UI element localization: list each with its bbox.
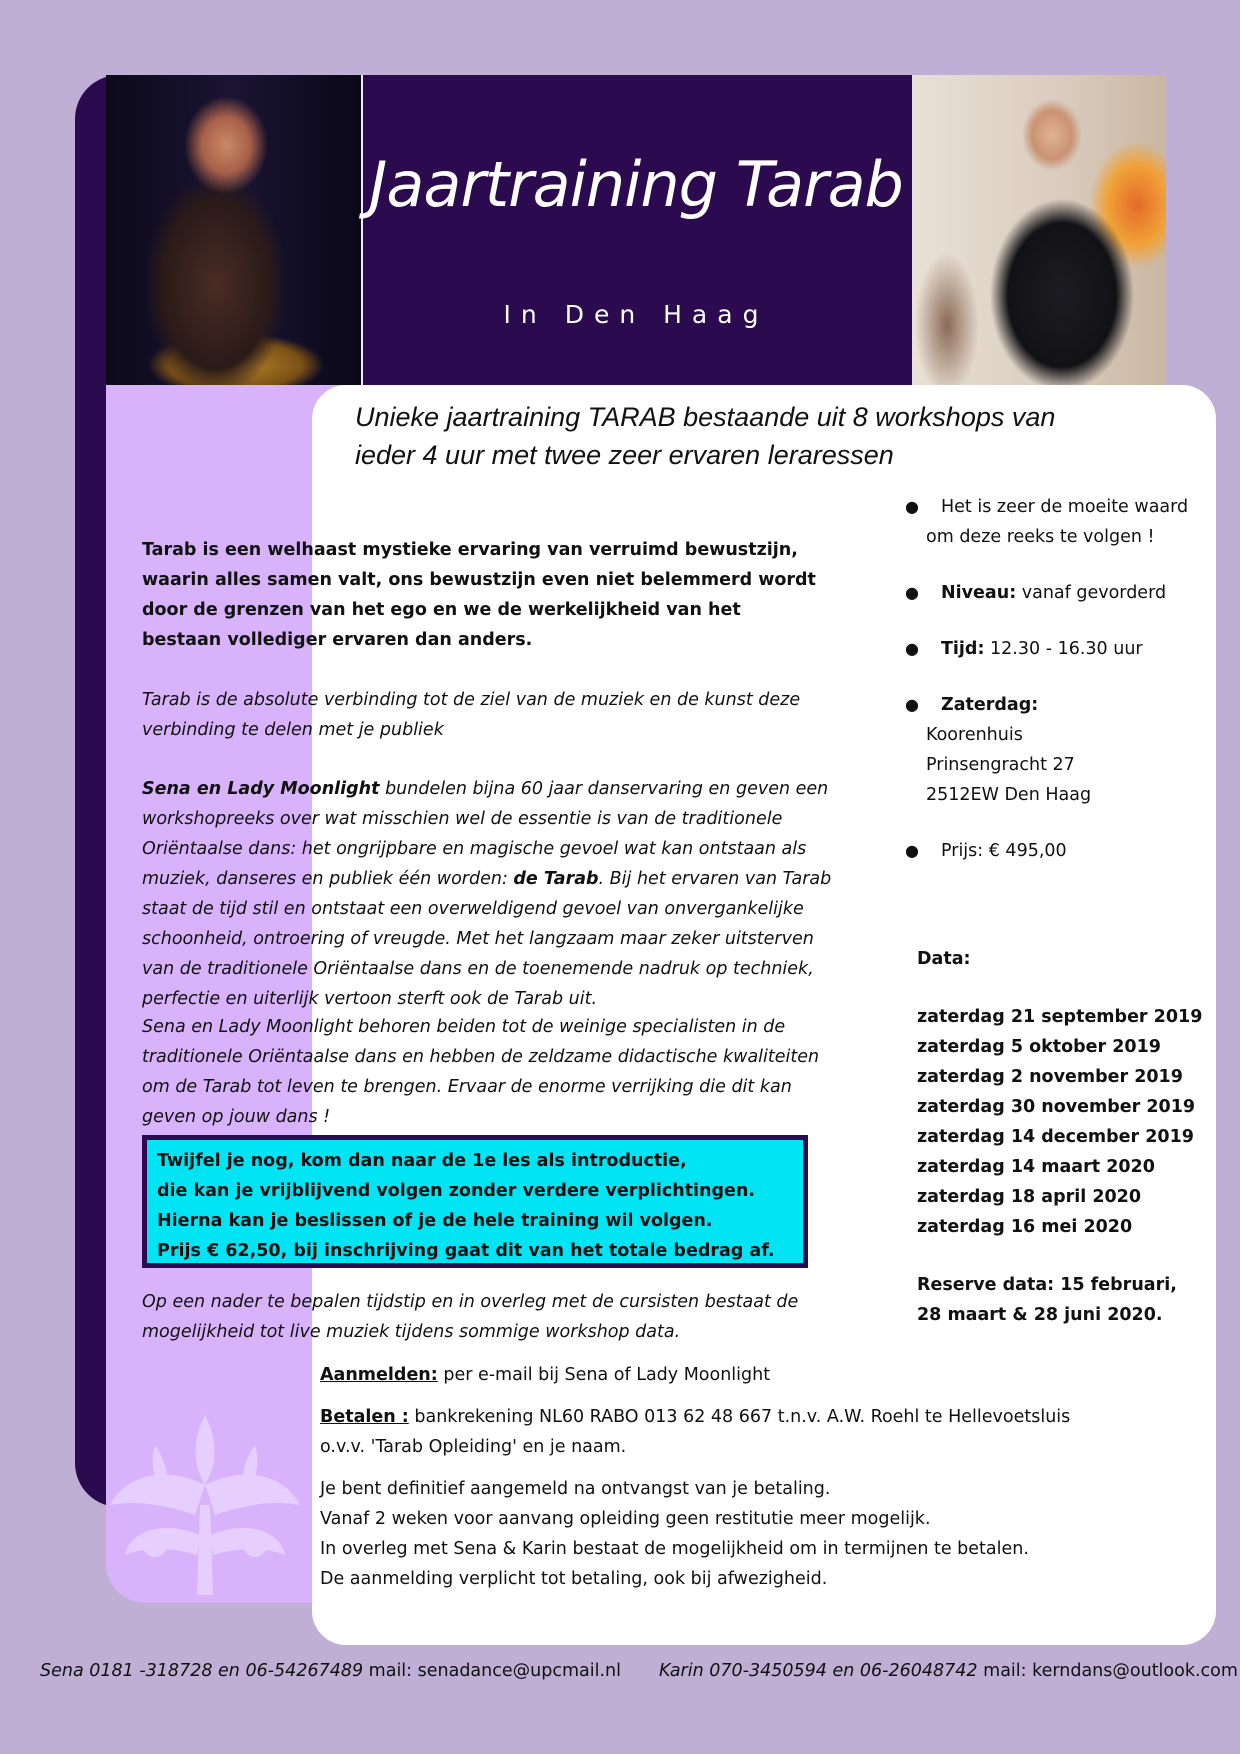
intro-box-line: die kan je vrijblijvend volgen zonder verdere verplichtingen. (157, 1181, 755, 1201)
bullet-icon: ● (905, 639, 919, 658)
intro-box-line: Twijfel je nog, kom dan naar de 1e les als introductie, (157, 1151, 687, 1171)
date-item: zaterdag 5 oktober 2019 (917, 1037, 1161, 1057)
paragraph-text: bundelen bijna 60 jaar danservaring en geven een workshopreeks over wat misschien wel de essentie is van de traditionele Oriëntaalse dans: het ongrijpbare en magische gevoel wat kan ontstaan als muziek, danseres en publiek één worden: (142, 779, 829, 889)
teachers-names: Sena en Lady Moonlight (142, 779, 380, 799)
contact-footer (40, 1661, 1238, 1681)
date-item: zaterdag 16 mei 2020 (917, 1217, 1133, 1237)
bullet-icon: ● (905, 497, 919, 516)
venue-street: Prinsengracht 27 (926, 755, 1075, 775)
intro-paragraph: Tarab is een welhaast mystieke ervaring van verruimd bewustzijn, waarin alles samen valt, ons bewustzijn even niet belemmerd wordt door de grenzen van het ego en we de werkelijkheid van het bestaan vollediger ervaren dan anders. (142, 540, 816, 650)
info-item-location: ● Zaterdag: Koorenhuis Prinsengracht 27 2512EW Den Haag (905, 690, 1205, 810)
intro-box-line: Prijs € 62,50, bij inschrijving gaat dit van het totale bedrag af. (157, 1241, 775, 1261)
paragraph-text: . Bij het ervaren van Tarab staat de tijd stil en ontstaat een overweldigend gevoel van onvergankelijke schoonheid, ontroering of vreugde. Met het langzaam maar zeker uitsterven van de traditionele Oriëntaalse dans en de toenemende nadruk op techniek, perfectie en uiterlijk vertoon sterft ook de Tarab uit. (142, 869, 832, 1009)
info-item-tijd: ● Tijd: 12.30 - 16.30 uur (905, 634, 1205, 664)
photo-dancer-right (912, 75, 1166, 385)
headline-line: Unieke jaartraining TARAB bestaande uit 8 workshops van (355, 402, 1056, 432)
sena-phone: Sena 0181 -318728 en 06-54267489 (40, 1661, 364, 1681)
reserve-dates: Reserve data: 15 februari, 28 maart & 28 juni 2020. (917, 1275, 1177, 1325)
bullet-icon: ● (905, 583, 919, 602)
venue-city: 2512EW Den Haag (926, 785, 1092, 805)
venue-name: Koorenhuis (926, 725, 1023, 745)
date-item: zaterdag 30 november 2019 (917, 1097, 1196, 1117)
registration-section (320, 1360, 1200, 1606)
terms-notes (320, 1474, 1200, 1594)
teachers-paragraph (142, 774, 832, 1014)
terms-note: Je bent definitief aangemeld na ontvangst van je betaling. (320, 1479, 831, 1499)
info-item-worth: ● Het is zeer de moeite waard om deze reeks te volgen ! (905, 492, 1205, 552)
dates-heading: Data: (917, 949, 971, 969)
terms-note: In overleg met Sena & Karin bestaat de mogelijkheid om in termijnen te betalen. (320, 1539, 1029, 1559)
karin-email[interactable]: mail: kerndans@outlook.com (977, 1661, 1238, 1681)
info-list (905, 492, 1205, 892)
terms-note: Vanaf 2 weken voor aanvang opleiding geen restitutie meer mogelijk. (320, 1509, 931, 1529)
floral-ornament-icon (95, 1405, 315, 1595)
aanmelden-line: Aanmelden: per e-mail bij Sena of Lady Moonlight (320, 1365, 771, 1385)
date-item: zaterdag 18 april 2020 (917, 1187, 1142, 1207)
betalen-line: Betalen : bankrekening NL60 RABO 013 62 48 667 t.n.v. A.W. Roehl te Hellevoetsluis o.v.v. 'Tarab Opleiding' en je naam. (320, 1407, 1071, 1457)
headline-line: ieder 4 uur met twee zeer ervaren leraressen (355, 440, 894, 470)
date-item: zaterdag 2 november 2019 (917, 1067, 1183, 1087)
live-music-paragraph: Op een nader te bepalen tijdstip en in overleg met de cursisten bestaat de mogelijkheid tot live muziek tijdens sommige workshop data. (142, 1292, 799, 1342)
date-item: zaterdag 21 september 2019 (917, 1007, 1203, 1027)
date-item: zaterdag 14 maart 2020 (917, 1157, 1155, 1177)
tarab-paragraph: Tarab is de absolute verbinding tot de ziel van de muziek en de kunst deze verbinding te delen met je publiek (142, 690, 801, 740)
bullet-icon: ● (905, 841, 919, 860)
info-item-niveau: ● Niveau: vanaf gevorderd (905, 578, 1205, 608)
introduction-box (142, 1135, 808, 1268)
bullet-icon: ● (905, 695, 919, 714)
specialists-paragraph: Sena en Lady Moonlight behoren beiden tot de weinige specialisten in de traditionele Oriëntaalse dans en hebben de zeldzame didactische kwaliteiten om de Tarab tot leven te brengen. Ervaar de enorme verrijking die dit kan geven op jouw dans ! (142, 1017, 820, 1127)
info-item-prijs: ● Prijs: € 495,00 (905, 836, 1205, 866)
intro-box-line: Hierna kan je beslissen of je de hele training wil volgen. (157, 1211, 713, 1231)
page-title: Jaartraining Tarab (369, 148, 903, 221)
karin-phone: Karin 070-3450594 en 06-26048742 (658, 1661, 978, 1681)
page-subtitle: In Den Haag (503, 300, 769, 329)
headline (355, 398, 1145, 474)
sena-email[interactable]: mail: senadance@upcmail.nl (363, 1661, 621, 1681)
terms-note: De aanmelding verplicht tot betaling, ook bij afwezigheid. (320, 1569, 828, 1589)
date-item: zaterdag 14 december 2019 (917, 1127, 1194, 1147)
photo-dancer-left (106, 75, 363, 385)
dates-block (917, 944, 1207, 1330)
tarab-emphasis: de Tarab (513, 869, 599, 889)
